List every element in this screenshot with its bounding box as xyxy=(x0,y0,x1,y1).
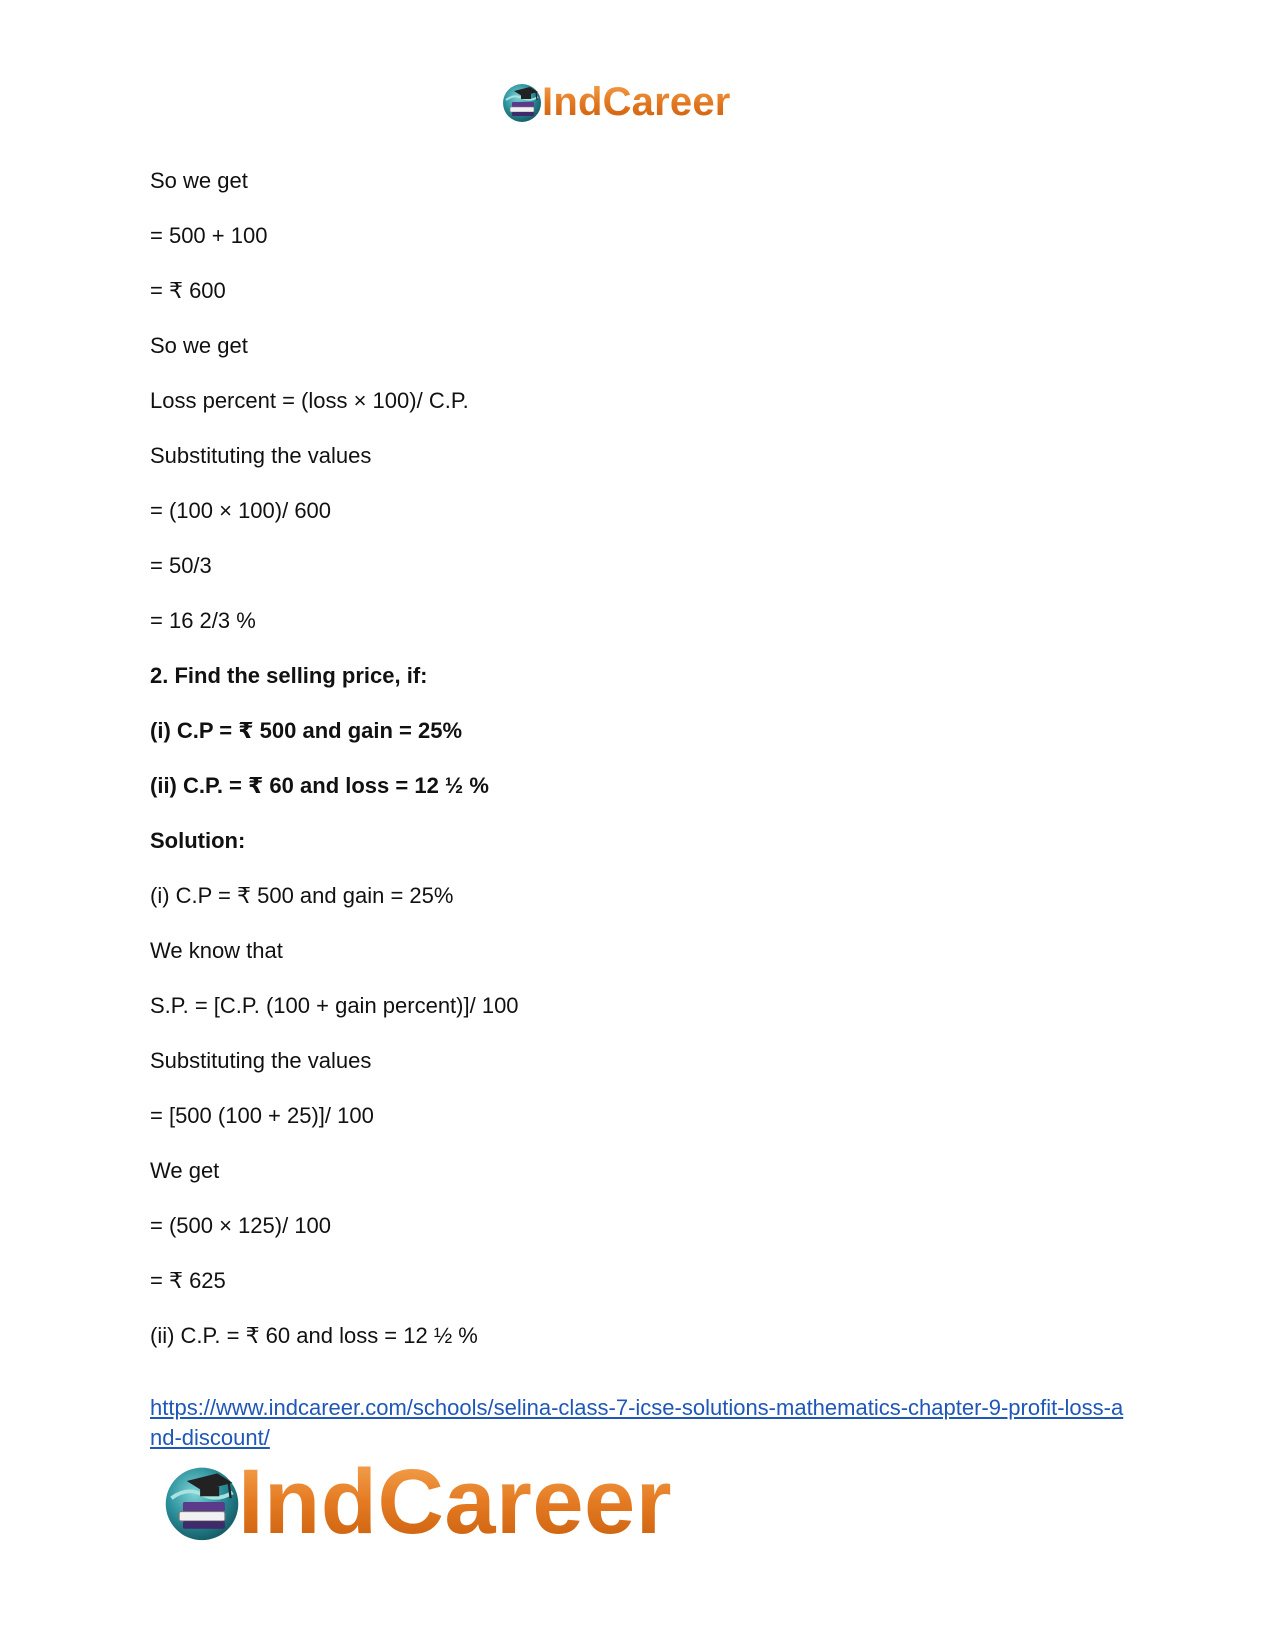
text-line: We know that xyxy=(150,938,283,963)
question-line: 2. Find the selling price, if: xyxy=(150,663,428,688)
text-line: (i) C.P = ₹ 500 and gain = 25% xyxy=(150,883,454,908)
text-line: (ii) C.P. = ₹ 60 and loss = 12 ½ % xyxy=(150,1323,478,1348)
globe-book-icon xyxy=(160,1460,244,1544)
text-line: = 16 2/3 % xyxy=(150,608,256,633)
text-line: So we get xyxy=(150,168,248,193)
text-line: = (500 × 125)/ 100 xyxy=(150,1213,332,1238)
text-line: So we get xyxy=(150,333,248,358)
text-line: Loss percent = (loss × 100)/ C.P. xyxy=(150,388,469,413)
text-line: Substituting the values xyxy=(150,443,372,468)
footer-logo xyxy=(160,1452,700,1552)
text-line: = ₹ 625 xyxy=(150,1268,226,1293)
text-line: = ₹ 600 xyxy=(150,278,226,303)
header-logo-text: IndCareer xyxy=(542,80,731,124)
source-link[interactable]: https://www.indcareer.com/schools/selina-class-7-icse-solutions-mathematics-chapter-9-profit-loss-and-discount/ xyxy=(150,1395,1124,1450)
question-line: Solution: xyxy=(150,828,246,853)
text-line: S.P. = [C.P. (100 + gain percent)]/ 100 xyxy=(150,993,519,1018)
text-line: = [500 (100 + 25)]/ 100 xyxy=(150,1103,374,1128)
header-logo xyxy=(500,78,770,126)
globe-book-icon xyxy=(500,80,544,124)
footer-logo-text: IndCareer xyxy=(238,1451,672,1553)
text-line: = 50/3 xyxy=(150,553,212,578)
text-line: Substituting the values xyxy=(150,1048,372,1073)
document-body xyxy=(150,168,1130,1378)
text-line: We get xyxy=(150,1158,220,1183)
question-line: (i) C.P = ₹ 500 and gain = 25% xyxy=(150,718,463,743)
text-line: = (100 × 100)/ 600 xyxy=(150,498,332,523)
question-line: (ii) C.P. = ₹ 60 and loss = 12 ½ % xyxy=(150,773,489,798)
text-line: = 500 + 100 xyxy=(150,223,268,248)
